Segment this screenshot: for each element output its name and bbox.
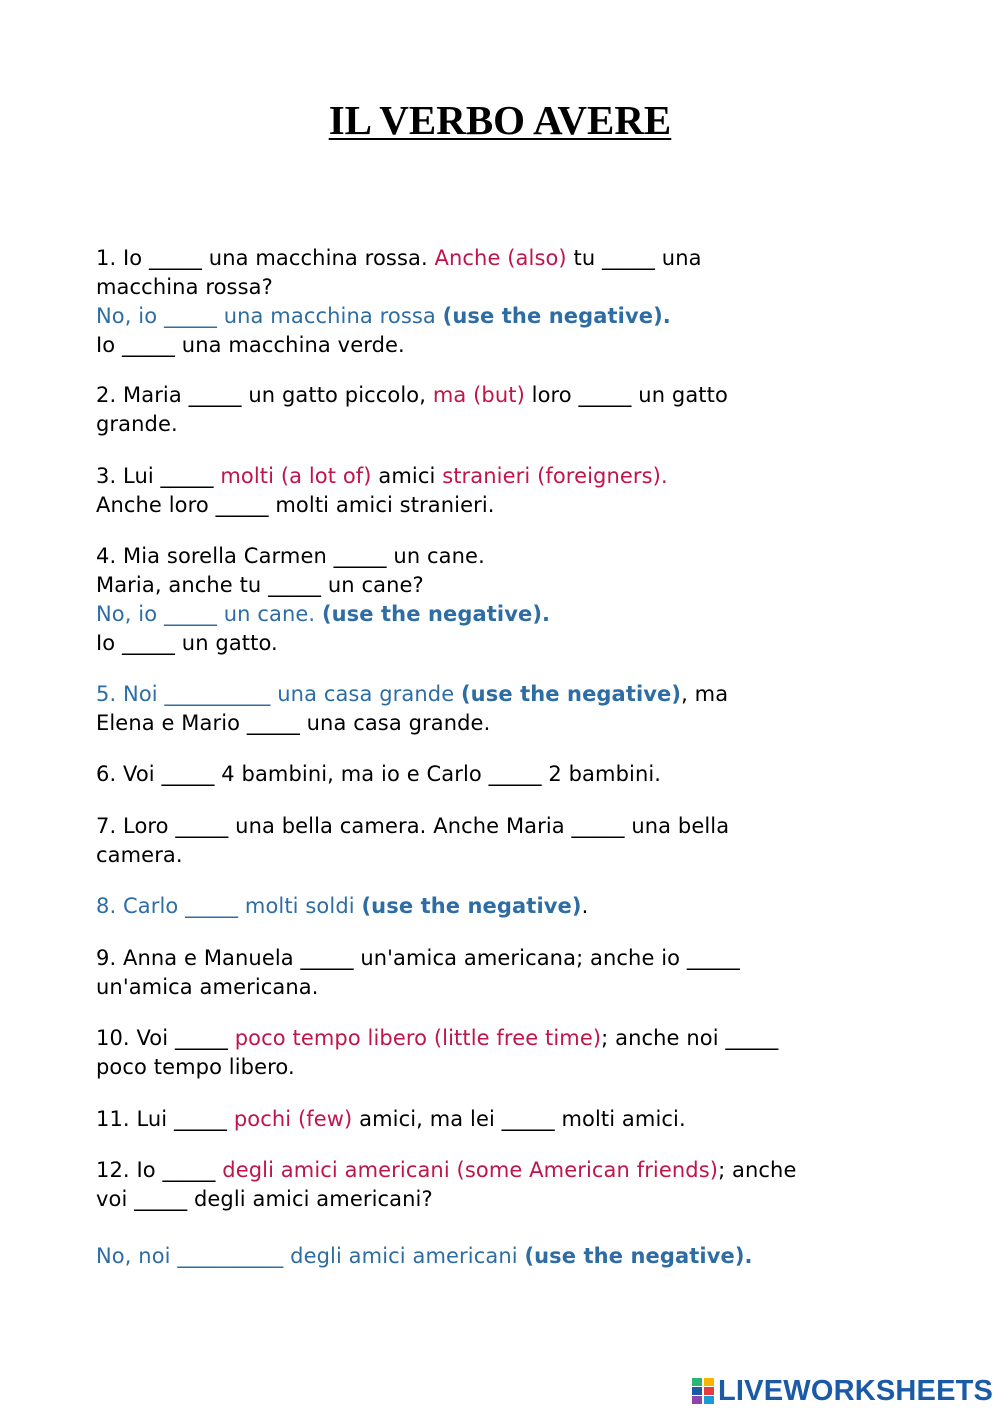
exercise-line — [96, 1105, 916, 1134]
exercise-4 — [96, 542, 916, 658]
exercise-3 — [96, 462, 916, 520]
text-segment: amici, ma lei _____ molti amici. — [352, 1107, 686, 1131]
text-segment: 7. Loro _____ una bella camera. Anche Maria _____ una bella — [96, 814, 730, 838]
text-segment: pochi (few) — [233, 1107, 353, 1131]
text-segment: Anche (also) — [434, 246, 567, 270]
text-segment: poco tempo libero (little free time) — [234, 1026, 602, 1050]
text-segment: poco tempo libero. — [96, 1055, 295, 1079]
exercise-line — [96, 944, 916, 973]
text-segment: 9. Anna e Manuela _____ un'amica americana; anche io _____ — [96, 946, 740, 970]
exercise-line — [96, 629, 916, 658]
text-segment: No, noi __________ degli amici americani — [96, 1244, 525, 1268]
text-segment: 2. Maria _____ un gatto piccolo, — [96, 383, 433, 407]
text-segment: No, io _____ un cane. — [96, 602, 322, 626]
text-segment: 4. Mia sorella Carmen _____ un cane. — [96, 544, 485, 568]
logo-text: LIVEWORKSHEETS — [718, 1374, 994, 1407]
text-segment: Maria, anche tu _____ un cane? — [96, 573, 424, 597]
text-segment: (use the negative) — [361, 894, 582, 918]
exercise-line — [96, 760, 916, 789]
exercise-line — [96, 1156, 916, 1185]
text-segment: , ma — [681, 682, 729, 706]
text-segment: (use the negative). — [524, 1244, 753, 1268]
text-segment: (use the negative). — [442, 304, 671, 328]
exercise-line — [96, 892, 916, 921]
text-segment: . — [581, 894, 589, 918]
exercise-line — [96, 410, 916, 439]
text-segment: 12. Io _____ — [96, 1158, 223, 1182]
text-segment: (use the negative) — [460, 682, 682, 706]
text-segment: (use the negative). — [321, 602, 551, 626]
exercise-13 — [96, 1242, 916, 1271]
exercise-line — [96, 600, 916, 629]
exercise-1 — [96, 244, 916, 360]
text-segment: Io _____ una macchina verde. — [96, 333, 405, 357]
text-segment: grande. — [96, 412, 178, 436]
text-segment: ; anche noi _____ — [601, 1026, 779, 1050]
exercise-2 — [96, 381, 916, 439]
exercise-6 — [96, 760, 916, 789]
exercise-line — [96, 491, 916, 520]
text-segment: Elena e Mario _____ una casa grande. — [96, 711, 491, 735]
text-segment: molti (a lot of) — [220, 464, 372, 488]
exercise-line — [96, 812, 916, 841]
exercise-line — [96, 542, 916, 571]
text-segment: 3. Lui _____ — [96, 464, 221, 488]
exercise-line — [96, 1185, 916, 1214]
text-segment: 10. Voi _____ — [96, 1026, 235, 1050]
exercise-line — [96, 841, 916, 870]
text-segment: amici — [371, 464, 443, 488]
exercise-line — [96, 973, 916, 1002]
exercise-5 — [96, 680, 916, 738]
exercise-line — [96, 1242, 916, 1271]
exercise-line — [96, 571, 916, 600]
exercise-11 — [96, 1105, 916, 1134]
exercise-line — [96, 680, 916, 709]
text-segment: un'amica americana. — [96, 975, 319, 999]
exercise-line — [96, 331, 916, 360]
text-segment: ma (but) — [432, 383, 525, 407]
text-segment: 6. Voi _____ 4 bambini, ma io e Carlo _____ 2 bambini. — [96, 762, 662, 786]
exercise-line — [96, 381, 916, 410]
exercise-10 — [96, 1024, 916, 1082]
text-segment: 1. Io _____ una macchina rossa. — [96, 246, 435, 270]
text-segment: loro _____ un gatto — [524, 383, 728, 407]
exercise-line — [96, 1053, 916, 1082]
text-segment: voi _____ degli amici americani? — [96, 1187, 433, 1211]
liveworksheets-logo-icon — [692, 1378, 714, 1404]
text-segment: 8. Carlo _____ molti soldi — [96, 894, 362, 918]
exercise-9 — [96, 944, 916, 1002]
text-segment: degli amici americani (some American friends) — [222, 1158, 719, 1182]
text-segment: 11. Lui _____ — [96, 1107, 234, 1131]
exercise-line — [96, 273, 916, 302]
text-segment: 5. Noi __________ una casa grande — [96, 682, 461, 706]
exercise-12 — [96, 1156, 916, 1214]
text-segment: Io _____ un gatto. — [96, 631, 278, 655]
exercise-line — [96, 302, 916, 331]
text-segment: macchina rossa? — [96, 275, 273, 299]
liveworksheets-logo[interactable] — [692, 1374, 993, 1408]
text-segment: Anche loro _____ molti amici stranieri. — [96, 493, 495, 517]
text-segment: tu _____ una — [566, 246, 702, 270]
text-segment: camera. — [96, 843, 183, 867]
exercise-line — [96, 1024, 916, 1053]
exercise-line — [96, 244, 916, 273]
page-title: IL VERBO AVERE — [328, 97, 672, 143]
text-segment: ; anche — [718, 1158, 797, 1182]
exercise-line — [96, 462, 916, 491]
exercise-line — [96, 709, 916, 738]
text-segment: stranieri (foreigners). — [442, 464, 668, 488]
exercise-7 — [96, 812, 916, 870]
text-segment: No, io _____ una macchina rossa — [96, 304, 443, 328]
exercise-8 — [96, 892, 916, 921]
